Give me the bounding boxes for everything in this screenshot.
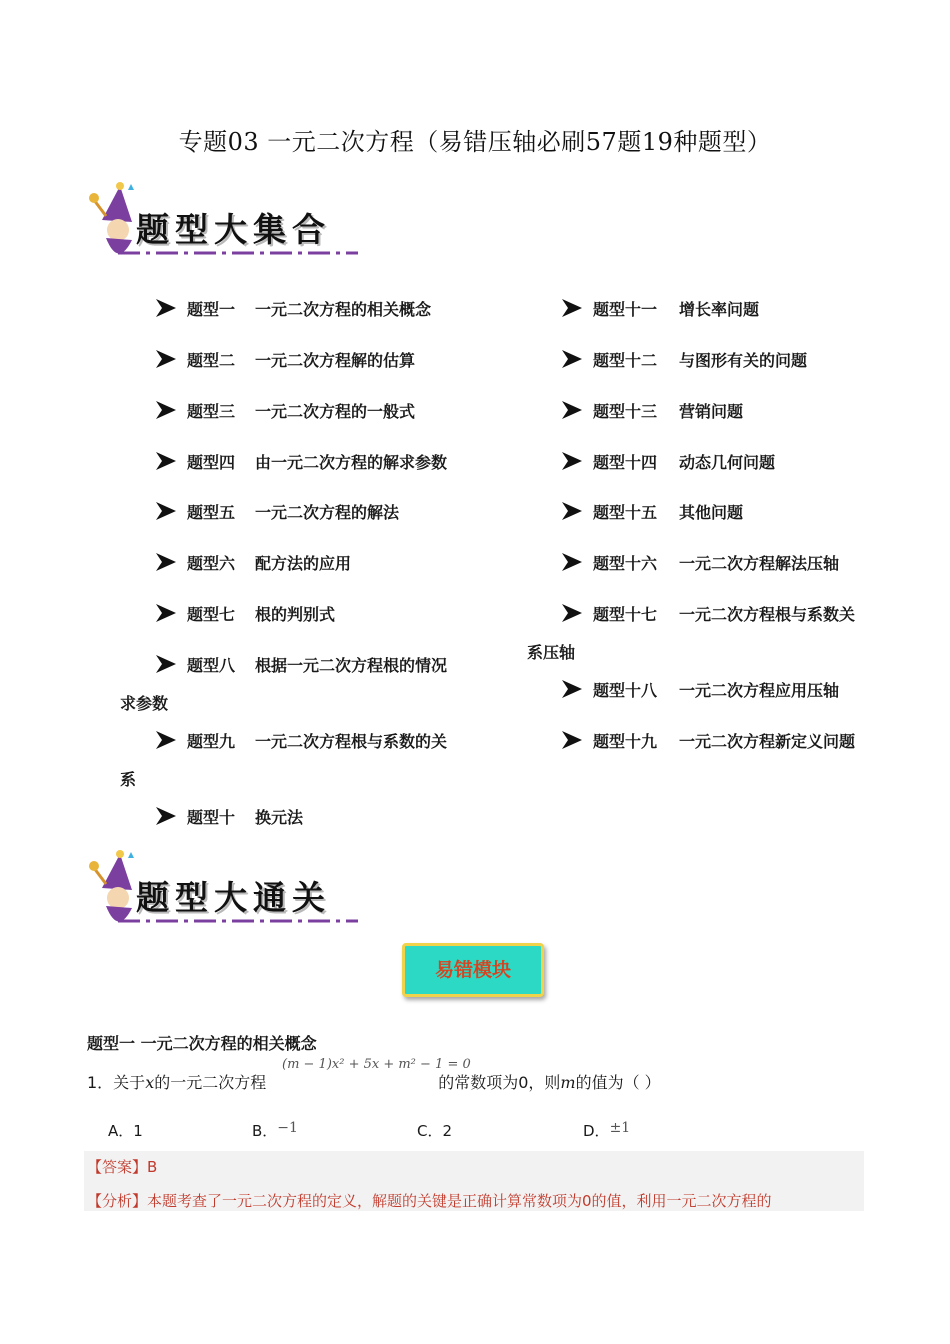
option-d: D．±1 xyxy=(583,1120,631,1140)
type-item-14: 题型十四 动态几何问题 xyxy=(561,450,775,473)
banner-type-collection xyxy=(88,180,358,270)
type-item-5: 题型五 一元二次方程的解法 xyxy=(155,500,399,523)
arrowhead-bullet-icon xyxy=(561,551,583,573)
arrowhead-bullet-icon xyxy=(561,500,583,522)
arrowhead-bullet-icon xyxy=(561,602,583,624)
arrowhead-bullet-icon xyxy=(155,602,177,624)
type-item-16: 题型十六 一元二次方程解法压轴 xyxy=(561,551,839,574)
question-text: 1．关于x的一元二次方程 的常数项为0，则m的值为（ ） xyxy=(87,1073,661,1092)
arrowhead-bullet-icon xyxy=(155,551,177,573)
type-item-13: 题型十三 营销问题 xyxy=(561,399,743,422)
arrowhead-bullet-icon xyxy=(155,500,177,522)
type-item-4: 题型四 由一元二次方程的解求参数 xyxy=(155,450,447,473)
banner-type-practice xyxy=(88,848,358,938)
banner-underline xyxy=(118,918,358,924)
type-item-8-continuation: 求参数 xyxy=(120,694,169,713)
arrowhead-bullet-icon xyxy=(561,297,583,319)
arrowhead-bullet-icon xyxy=(561,348,583,370)
type-item-19: 题型十九 一元二次方程新定义问题 xyxy=(561,729,855,752)
error-prone-module-button[interactable]: 易错模块 xyxy=(402,943,544,997)
section-heading: 题型一 一元二次方程的相关概念 xyxy=(87,1034,317,1053)
arrowhead-bullet-icon xyxy=(561,399,583,421)
arrowhead-bullet-icon xyxy=(155,348,177,370)
banner-underline xyxy=(118,250,358,256)
type-item-8: 题型八 根据一元二次方程根的情况 xyxy=(155,653,447,676)
type-item-7: 题型七 根的判别式 xyxy=(155,602,335,625)
type-item-11: 题型十一 增长率问题 xyxy=(561,297,759,320)
arrowhead-bullet-icon xyxy=(155,450,177,472)
answer-text: 【答案】B xyxy=(87,1158,158,1176)
type-item-9-continuation: 系 xyxy=(120,770,137,789)
banner-title: 题型大通关 xyxy=(136,878,331,917)
question-equation: (m − 1)x² + 5x + m² − 1 = 0 xyxy=(282,1057,471,1072)
type-item-9: 题型九 一元二次方程根与系数的关 xyxy=(155,729,447,752)
banner-title: 题型大集合 xyxy=(136,210,331,249)
type-item-2: 题型二 一元二次方程解的估算 xyxy=(155,348,415,371)
analysis-text: 【分析】本题考查了一元二次方程的定义，解题的关键是正确计算常数项为0的值，利用一元二次方程的 xyxy=(87,1192,772,1210)
arrowhead-bullet-icon xyxy=(561,450,583,472)
type-item-17: 题型十七 一元二次方程根与系数关 xyxy=(561,602,855,625)
page-title: 专题03 一元二次方程（易错压轴必刷57题19种题型） xyxy=(178,128,772,156)
type-item-10: 题型十 换元法 xyxy=(155,805,303,828)
type-item-18: 题型十八 一元二次方程应用压轴 xyxy=(561,678,839,701)
type-item-3: 题型三 一元二次方程的一般式 xyxy=(155,399,415,422)
option-b: B．−1 xyxy=(252,1120,298,1140)
option-c: C．2 xyxy=(417,1122,453,1140)
arrowhead-bullet-icon xyxy=(561,729,583,751)
arrowhead-bullet-icon xyxy=(155,399,177,421)
option-a: A．1 xyxy=(108,1122,143,1140)
arrowhead-bullet-icon xyxy=(561,678,583,700)
type-item-1: 题型一 一元二次方程的相关概念 xyxy=(155,297,431,320)
type-item-6: 题型六 配方法的应用 xyxy=(155,551,351,574)
type-item-17-continuation: 系压轴 xyxy=(527,643,576,662)
type-item-12: 题型十二 与图形有关的问题 xyxy=(561,348,807,371)
arrowhead-bullet-icon xyxy=(155,805,177,827)
arrowhead-bullet-icon xyxy=(155,297,177,319)
arrowhead-bullet-icon xyxy=(155,729,177,751)
arrowhead-bullet-icon xyxy=(155,653,177,675)
type-item-15: 题型十五 其他问题 xyxy=(561,500,743,523)
